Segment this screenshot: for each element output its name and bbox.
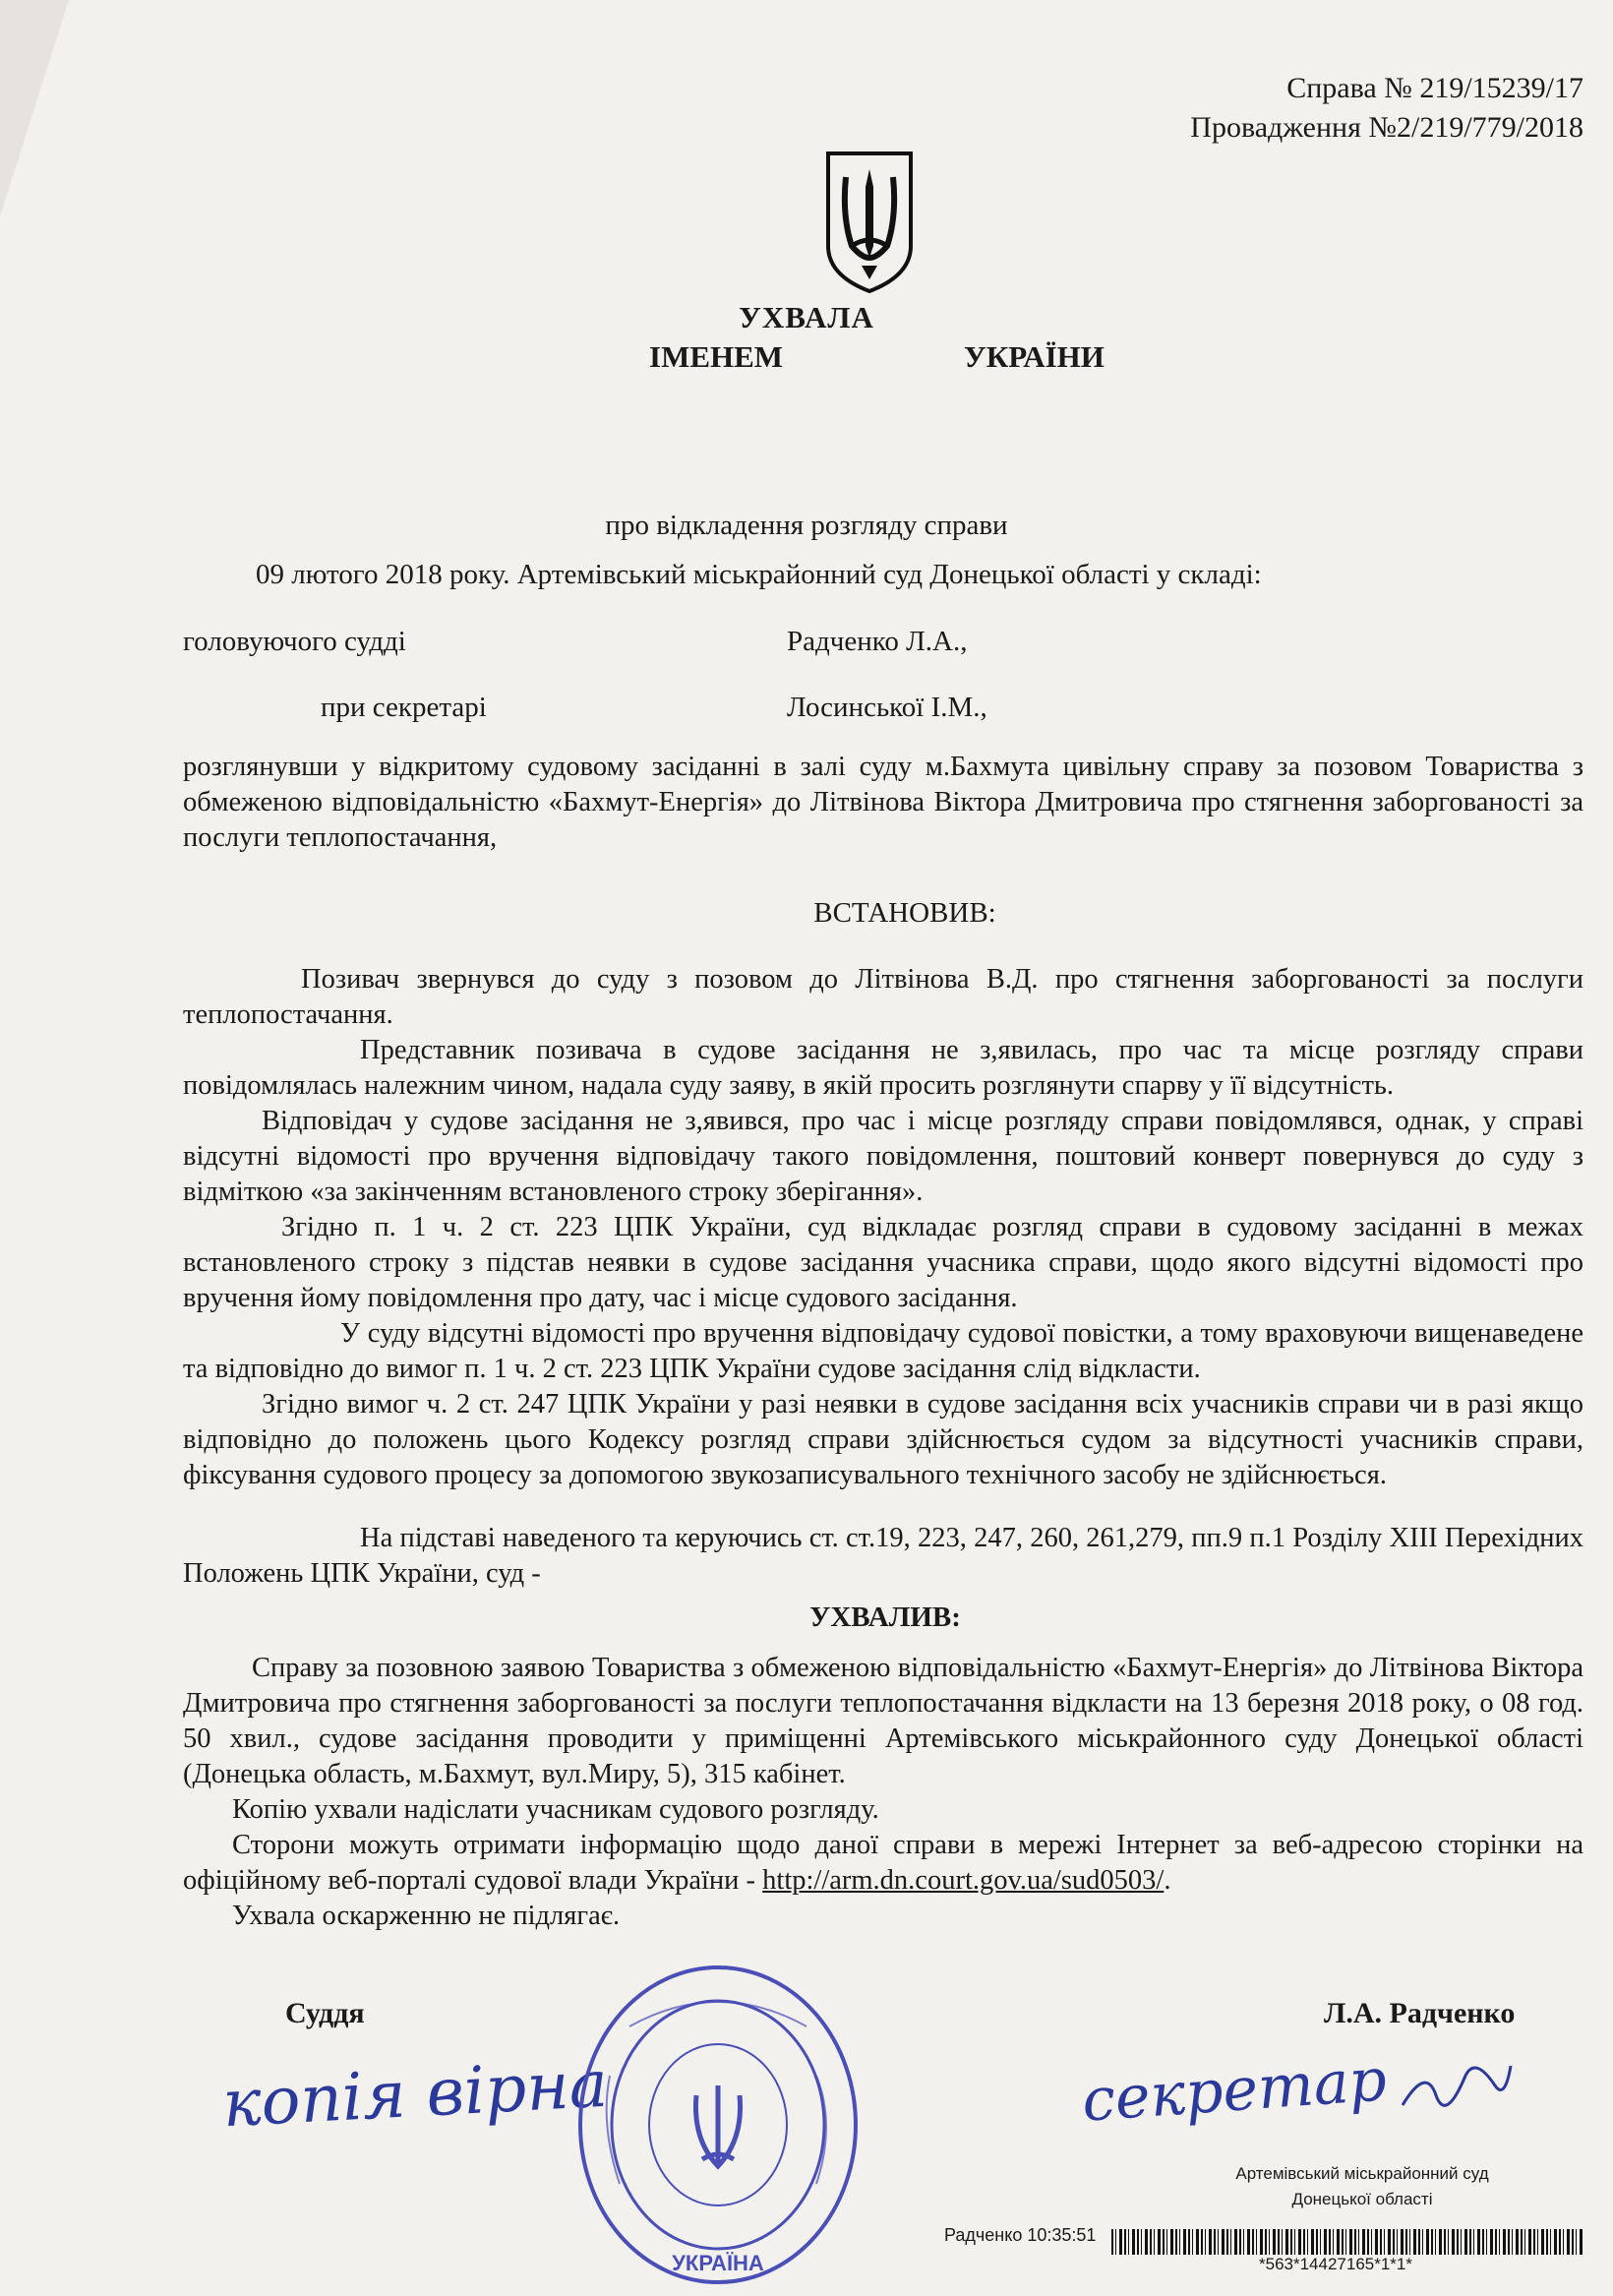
document-title: УХВАЛА [739,300,874,334]
judge-role: головуючого судді [183,626,406,657]
footer-court-line-1: Артемівський міськрайонний суд [1235,2164,1489,2183]
round-court-seal-icon [570,1958,866,2292]
proceeding-number: Провадження №2/219/779/2018 [1190,111,1583,144]
established-heading: ВСТАНОВИВ: [813,897,996,929]
secretary-name: Лосинської І.М., [787,692,987,723]
folded-corner [0,0,69,216]
copy-certified-handwriting: копія вірна [220,2045,610,2143]
judge-label: Суддя [285,1997,365,2029]
barcode-code: *563*14427165*1*1* [1259,2255,1412,2273]
ruling-paragraph-3 [183,1828,1583,1899]
intro-paragraph: розглянувши у відкритому судовому засіданні в залі суду м.Бахмута цивільну справу за позовом Товариства з обмеженою відповідальністю «Бахмут-Енергія» до Літвінова Віктора Дмитровича про стягнення заборгованості за послуги теплопостачання, [183,752,1583,853]
established-paragraph-5: У суду відсутні відомості про вручення відповідачу судової повістки, а тому враховуючи вищенаведене та відповідно до вимог п. 1 ч. 2 ст. 223 ЦПК України судове засідання слід відкласти. [183,1318,1583,1384]
footer-court-line-2: Донецької області [1291,2190,1433,2208]
established-paragraph-1: Позивач звернувся до суду з позовом до Літвінова В.Д. про стягнення заборгованості за послуги теплопостачання. [183,964,1583,1030]
judge-signature-name: Л.А. Радченко [1324,1997,1516,2029]
signature-scribble-icon [1397,2046,1515,2125]
established-paragraph-7: На підставі наведеного та керуючись ст. ст.19, 223, 247, 260, 261,279, пп.9 п.1 Розділу XIII Перехідних Положень ЦПК України, суд - [183,1523,1583,1589]
established-paragraph-2: Представник позивача в судове засідання не з,явилась, про час та місце розгляду справи повідомлялась належним чином, надала суду заяву, в якій просить розглянути спарву у її відсутність. [183,1035,1583,1101]
seal-bottom-text: УКРАЇНА [672,2251,764,2275]
ruling-paragraph-1: Справу за позовною заявою Товариства з обмеженою відповідальністю «Бахмут-Енергія» до Літвінова Віктора Дмитровича про стягнення заборгованості за послуги теплопостачання відкласти на 13 березня 2018 року, о 08 год. 50 хвил., судове засідання проводити у приміщенні Артемівського міськрайонного суду Донецької області (Донецька область, м.Бахмут, вул.Миру, 5), 315 кабінет. [183,1653,1583,1789]
barcode-caption: Радченко 10:35:51 [944,2225,1097,2245]
secretary-role: при секретарі [321,692,487,723]
case-number: Справа № 219/15239/17 [1286,72,1583,104]
established-paragraph-6: Згідно вимог ч. 2 ст. 247 ЦПК України у разі неявки в судове засідання всіх учасників справи чи в разі якщо відповідно до положень цього Кодексу розгляд справи здійснюється судом за відсутності учасників справи, фіксування судового процесу за допомогою звукозаписувального технічного засобу не здійснюється. [183,1389,1583,1490]
ruling-text-end: . [1164,1865,1171,1896]
title-in-name-2: УКРАЇНИ [964,339,1105,374]
secretary-handwriting: секретар [1079,2045,1390,2136]
title-in-name-1: ІМЕНЕМ [649,339,784,374]
document-subject: про відкладення розгляду справи [605,510,1008,541]
case-header [1190,69,1583,148]
established-paragraph-3: Відповідач у судове засідання не з,явився, про час і місце розгляду справи повідомлявся, однак, у справі відсутні відомості про вручення відповідачу такого повідомлення, поштовий конверт повернувся до суду з відміткою «за закінченням встановленого строку зберігання». [183,1106,1583,1207]
judge-name: Радченко Л.А., [787,626,968,657]
ruling-paragraph-2: Копію ухвали надіслати учасникам судового розгляду. [232,1794,879,1825]
court-website-link[interactable]: http://arm.dn.court.gov.ua/sud0503/ [762,1865,1165,1896]
ruling-paragraph-4: Ухвала оскарженню не підлягає. [232,1901,621,1931]
established-paragraph-4: Згідно п. 1 ч. 2 ст. 223 ЦПК України, суд відкладає розгляд справи в судовому засіданні в межах встановленого строку з підстав неявки в судове засідання учасника справи, щодо якого відсутні відомості про вручення йому повідомлення про дату, час і місце судового засідання. [183,1212,1583,1313]
barcode [1111,2229,1583,2255]
ruling-text: Сторони можуть отримати інформацію щодо даної справи в мережі Інтернет за веб-адресою сторінки на офіційному веб-порталі судової влади України - [183,1830,1583,1896]
trident-coat-of-arms-icon [822,148,917,295]
footer-court-name [1210,2164,1515,2209]
ruling-heading: УХВАЛИВ: [809,1601,961,1633]
dateline: 09 лютого 2018 року. Артемівський міськрайонний суд Донецької області у складі: [256,559,1262,590]
